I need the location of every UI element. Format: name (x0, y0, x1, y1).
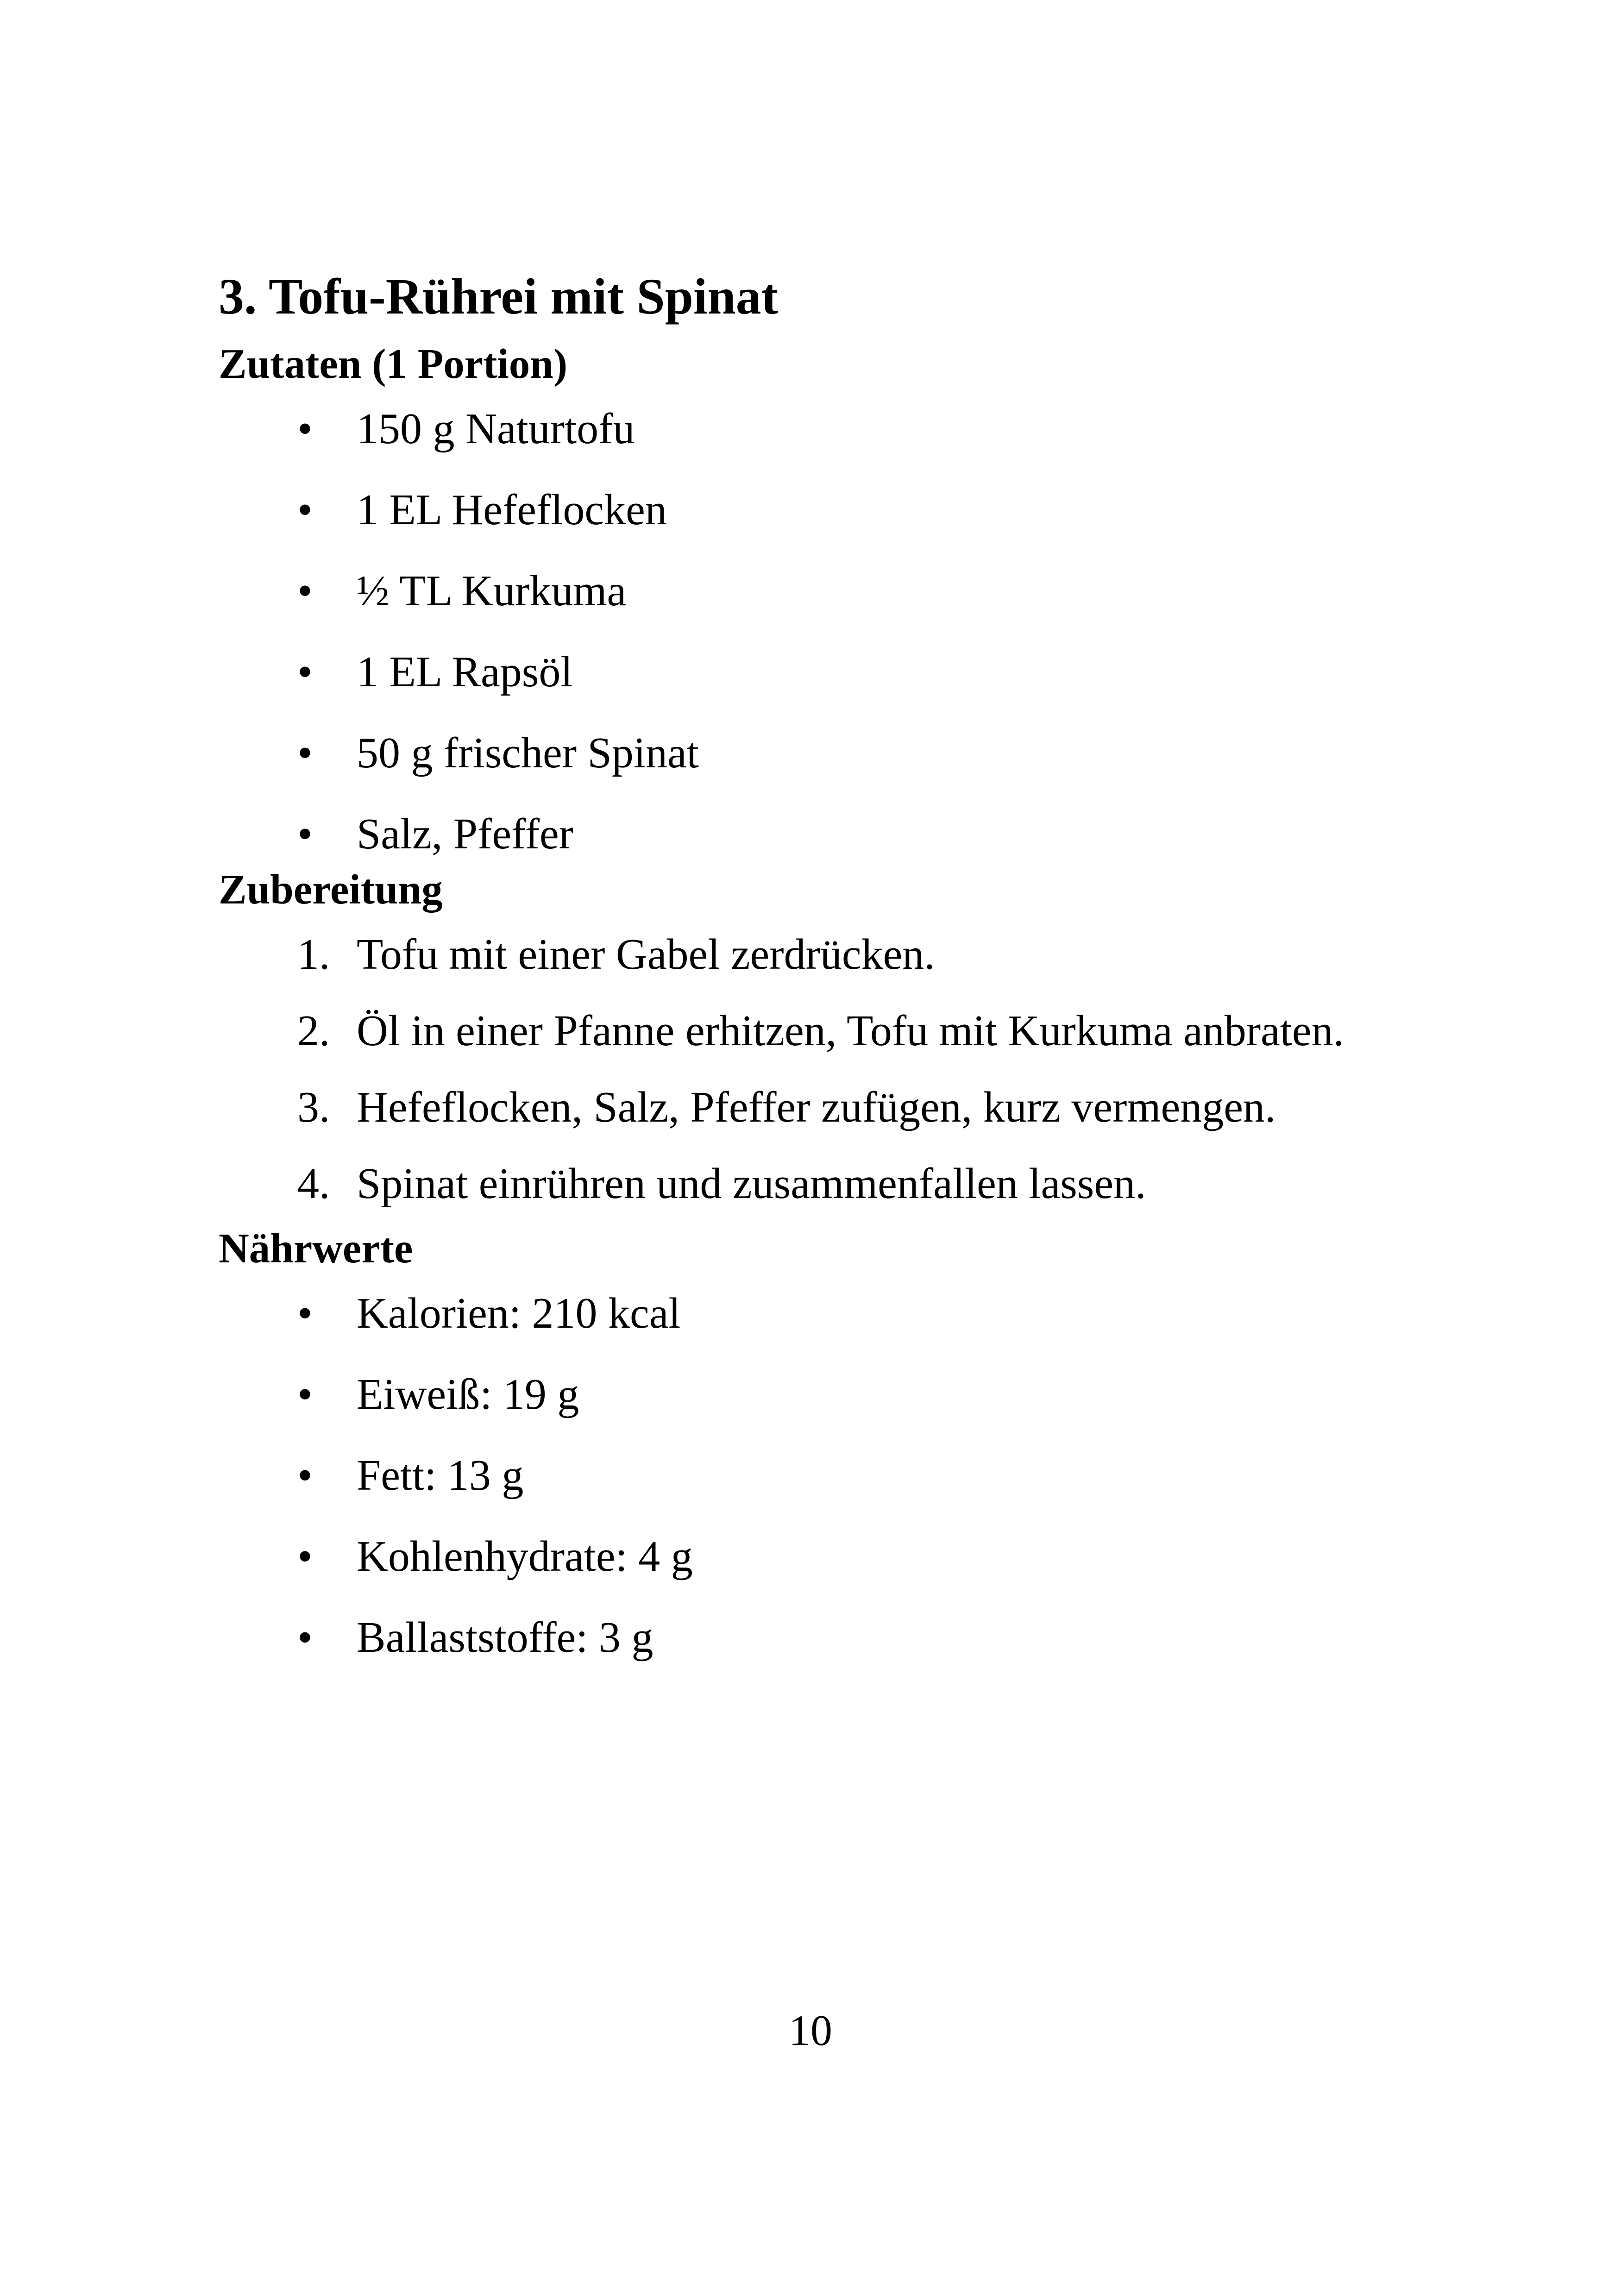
step-number: 2. (297, 1007, 330, 1055)
step-number: 3. (297, 1083, 330, 1131)
list-item (219, 565, 1423, 616)
nutrition-text: Ballaststoffe: 3 g (357, 1613, 653, 1662)
list-item (219, 1288, 1423, 1339)
list-item (219, 484, 1423, 535)
bullet-icon: • (297, 1370, 313, 1418)
step-number: 1. (297, 930, 330, 979)
bullet-icon: • (297, 729, 313, 777)
bullet-icon: • (297, 1451, 313, 1499)
list-item (219, 1531, 1423, 1582)
ingredient-text: Salz, Pfeffer (357, 810, 574, 858)
list-item (219, 1158, 1423, 1209)
ingredient-text: 1 EL Rapsöl (357, 648, 573, 696)
list-item (219, 728, 1423, 778)
nutrition-list (219, 1288, 1423, 1663)
bullet-icon: • (297, 1289, 313, 1337)
nutrition-text: Eiweiß: 19 g (357, 1370, 579, 1418)
list-item (219, 929, 1423, 980)
list-item (219, 1005, 1423, 1056)
nutrition-text: Kohlenhydrate: 4 g (357, 1532, 693, 1581)
list-item (219, 646, 1423, 697)
bullet-icon: • (297, 648, 313, 696)
list-item (219, 403, 1423, 454)
nutrition-text: Kalorien: 210 kcal (357, 1289, 681, 1337)
bullet-icon: • (297, 1532, 313, 1581)
bullet-icon: • (297, 567, 313, 615)
ingredient-text: 150 g Naturtofu (357, 405, 635, 453)
preparation-heading: Zubereitung (219, 866, 443, 913)
page-number: 10 (789, 2007, 832, 2055)
recipe-content (219, 262, 1423, 1663)
ingredient-text: 1 EL Hefeflocken (357, 486, 667, 534)
list-item (219, 809, 1423, 859)
ingredient-text: ½ TL Kurkuma (357, 567, 627, 615)
bullet-icon: • (297, 810, 313, 858)
list-item (219, 1369, 1423, 1420)
step-text: Hefeflocken, Salz, Pfeffer zufügen, kurz vermengen. (357, 1083, 1276, 1131)
bullet-icon: • (297, 405, 313, 453)
list-item (219, 1612, 1423, 1663)
bullet-icon: • (297, 1613, 313, 1662)
recipe-title: 3. Tofu-Rührei mit Spinat (219, 268, 779, 325)
ingredient-text: 50 g frischer Spinat (357, 729, 699, 777)
step-text: Tofu mit einer Gabel zerdrücken. (357, 930, 935, 979)
nutrition-heading: Nährwerte (219, 1225, 413, 1272)
preparation-steps (219, 929, 1423, 1209)
step-text: Öl in einer Pfanne erhitzen, Tofu mit Kurkuma anbraten. (357, 1007, 1345, 1055)
ingredients-list (219, 403, 1423, 859)
step-text: Spinat einrühren und zusammenfallen lassen. (357, 1160, 1146, 1208)
step-number: 4. (297, 1160, 330, 1208)
ingredients-heading: Zutaten (1 Portion) (219, 340, 568, 387)
nutrition-text: Fett: 13 g (357, 1451, 524, 1499)
list-item (219, 1450, 1423, 1501)
list-item (219, 1082, 1423, 1133)
bullet-icon: • (297, 486, 313, 534)
